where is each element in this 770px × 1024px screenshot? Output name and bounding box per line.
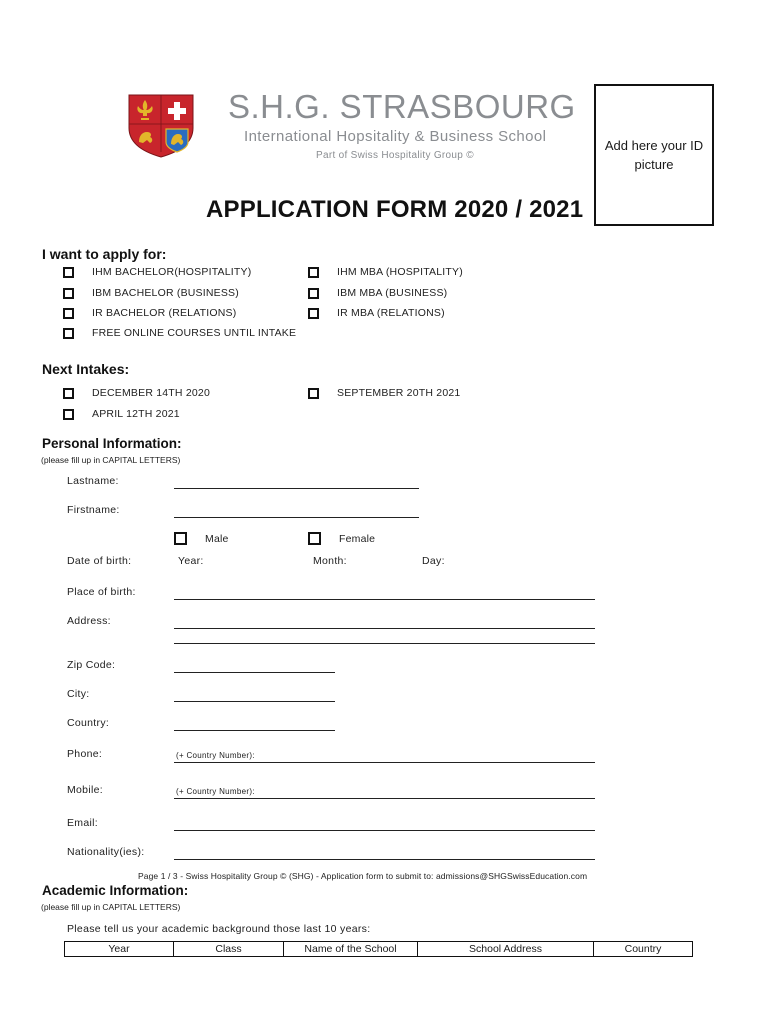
city-field[interactable] xyxy=(174,701,335,702)
country-label: Country: xyxy=(67,717,110,729)
id-picture-label: Add here your ID picture xyxy=(604,138,704,172)
apply-option-ibm-bachelor[interactable] xyxy=(63,287,239,299)
school-subtitle: International Hopsitality & Business School xyxy=(244,128,547,145)
school-name: S.H.G. STRASBOURG xyxy=(228,88,576,125)
academic-heading: Academic Information: xyxy=(42,883,189,898)
apply-option-ibm-mba[interactable] xyxy=(308,287,447,299)
apply-heading: I want to apply for: xyxy=(42,246,167,262)
email-field[interactable] xyxy=(174,830,595,831)
checkbox[interactable] xyxy=(308,308,319,319)
intake-option-dec-2020[interactable] xyxy=(63,387,210,399)
checkbox[interactable] xyxy=(308,267,319,278)
place-of-birth-label: Place of birth: xyxy=(67,586,136,598)
email-label: Email: xyxy=(67,817,98,829)
dob-month-label[interactable]: Month: xyxy=(313,555,347,567)
personal-heading: Personal Information: xyxy=(42,436,182,451)
column-country: Country xyxy=(594,942,693,957)
academic-note: (please fill up in CAPITAL LETTERS) xyxy=(41,902,181,912)
school-group: Part of Swiss Hospitality Group © xyxy=(316,150,474,161)
column-class: Class xyxy=(174,942,284,957)
mobile-field[interactable] xyxy=(174,798,595,799)
phone-field[interactable] xyxy=(174,762,595,763)
apply-option-ir-mba[interactable] xyxy=(308,307,445,319)
option-label: Male xyxy=(205,532,229,545)
mobile-hint: (+ Country Number): xyxy=(176,787,255,796)
option-label: FREE ONLINE COURSES UNTIL INTAKE xyxy=(92,327,297,339)
place-of-birth-field[interactable] xyxy=(174,599,595,600)
option-label: IR BACHELOR (RELATIONS) xyxy=(92,307,237,319)
option-label: SEPTEMBER 20TH 2021 xyxy=(337,387,461,399)
apply-option-free-online[interactable] xyxy=(63,327,296,339)
apply-option-ir-bachelor[interactable] xyxy=(63,307,236,319)
dob-day-label[interactable]: Day: xyxy=(422,555,445,567)
apply-option-ihm-mba[interactable] xyxy=(308,266,463,278)
address-field-line-1[interactable] xyxy=(174,628,595,629)
checkbox[interactable] xyxy=(308,288,319,299)
option-label: IBM MBA (BUSINESS) xyxy=(337,287,448,299)
gender-option-female[interactable] xyxy=(308,532,375,545)
checkbox[interactable] xyxy=(174,532,187,545)
apply-option-ihm-bachelor[interactable] xyxy=(63,266,251,278)
checkbox[interactable] xyxy=(63,288,74,299)
academic-table-header xyxy=(65,942,693,957)
firstname-field[interactable] xyxy=(174,517,419,518)
city-label: City: xyxy=(67,688,90,700)
option-label: IBM BACHELOR (BUSINESS) xyxy=(92,287,239,299)
form-title: APPLICATION FORM 2020 / 2021 xyxy=(206,196,584,223)
academic-table xyxy=(64,941,693,957)
dob-label: Date of birth: xyxy=(67,555,132,567)
option-label: Female xyxy=(339,532,376,545)
checkbox[interactable] xyxy=(308,388,319,399)
checkbox[interactable] xyxy=(63,308,74,319)
firstname-label: Firstname: xyxy=(67,504,120,516)
nationality-field[interactable] xyxy=(174,859,595,860)
academic-intro: Please tell us your academic background those last 10 years: xyxy=(67,923,371,935)
column-school-name: Name of the School xyxy=(284,942,418,957)
intake-option-sep-2021[interactable] xyxy=(308,387,460,399)
option-label: APRIL 12TH 2021 xyxy=(92,408,180,420)
lastname-label: Lastname: xyxy=(67,475,119,487)
phone-label: Phone: xyxy=(67,748,103,760)
dob-year-label[interactable]: Year: xyxy=(178,555,204,567)
checkbox[interactable] xyxy=(63,267,74,278)
intake-option-apr-2021[interactable] xyxy=(63,408,180,420)
country-field[interactable] xyxy=(174,730,335,731)
personal-note: (please fill up in CAPITAL LETTERS) xyxy=(41,455,181,465)
checkbox[interactable] xyxy=(63,409,74,420)
checkbox[interactable] xyxy=(63,388,74,399)
zip-field[interactable] xyxy=(174,672,335,673)
zip-label: Zip Code: xyxy=(67,659,116,671)
column-year: Year xyxy=(65,942,174,957)
intakes-heading: Next Intakes: xyxy=(42,361,130,377)
nationality-label: Nationality(ies): xyxy=(67,846,145,858)
lastname-field[interactable] xyxy=(174,488,419,489)
checkbox[interactable] xyxy=(308,532,321,545)
gender-option-male[interactable] xyxy=(174,532,229,545)
address-field-line-2[interactable] xyxy=(174,643,595,644)
option-label: IHM MBA (HOSPITALITY) xyxy=(337,266,463,278)
mobile-label: Mobile: xyxy=(67,784,103,796)
page-footer: Page 1 / 3 - Swiss Hospitality Group © (SHG) - Application form to submit to: admissions@SHGSwissEducation.com xyxy=(138,871,588,881)
option-label: DECEMBER 14TH 2020 xyxy=(92,387,210,399)
id-picture-box[interactable] xyxy=(594,84,714,226)
checkbox[interactable] xyxy=(63,328,74,339)
column-school-address: School Address xyxy=(418,942,594,957)
school-crest-logo xyxy=(128,94,194,158)
address-label: Address: xyxy=(67,615,111,627)
phone-hint: (+ Country Number): xyxy=(176,751,255,760)
option-label: IR MBA (RELATIONS) xyxy=(337,307,445,319)
option-label: IHM BACHELOR(HOSPITALITY) xyxy=(92,266,252,278)
